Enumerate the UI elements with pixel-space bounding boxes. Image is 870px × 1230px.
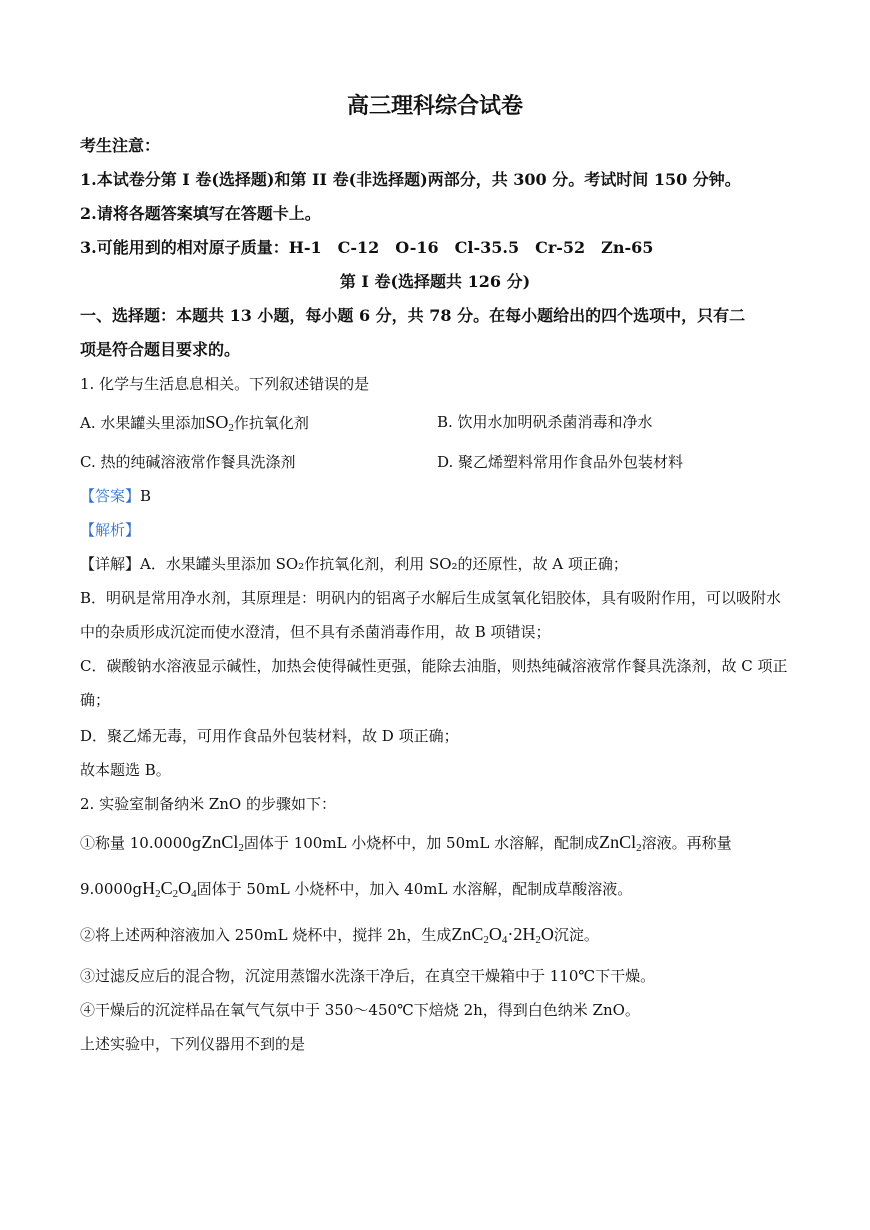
q1-option-a — [80, 412, 309, 438]
zncl2-formula — [201, 832, 244, 852]
znc2o4-2h2o-formula: $ZnC_2O_4\cdot 2H_2O$ — [451, 924, 554, 946]
q1-detail-5: 确； — [80, 691, 111, 709]
formula-sub: 2 — [238, 842, 244, 854]
q1-option-d: D. 聚乙烯塑料常用作食品外包装材料 — [437, 453, 684, 471]
q1-option-c: C. 热的纯碱溶液常作餐具洗涤剂 — [80, 453, 296, 471]
so2-formula — [205, 412, 234, 432]
notice-item-1: 1.本试卷分第 I 卷(选择题)和第 II 卷(非选择题)两部分，共 300 分。考试时间 150 分钟。 — [80, 170, 741, 189]
q2-step2 — [80, 924, 599, 950]
step1-text: ①称量 10.0000g — [80, 834, 202, 852]
q2-stem: 2. 实验室制备纳米 ZnO 的步骤如下： — [80, 795, 336, 813]
step1-text-mid: 固体于 100mL 小烧杯中，加 50mL 水溶解，配制成 — [243, 834, 600, 852]
q1-option-b: B. 饮用水加明矾杀菌消毒和净水 — [437, 413, 653, 431]
formula-main: SO — [205, 412, 229, 432]
step1-text-tail: 溶液。再称量 — [641, 834, 732, 852]
zncl2-formula — [599, 832, 642, 852]
formula-main: ZnCl — [599, 832, 637, 852]
q1-stem: 1. 化学与生活息息相关。下列叙述错误的是 — [80, 375, 370, 393]
step1-text-tail: 固体于 50mL 小烧杯中，加入 40mL 水溶解，配制成草酸溶液。 — [196, 880, 633, 898]
q1-answer — [80, 486, 151, 506]
step2-text: ②将上述两种溶液加入 250mL 烧杯中，搅拌 2h，生成 — [80, 926, 452, 944]
analysis-label: 【解析】 — [80, 521, 141, 539]
h2c2o4-formula: $H_2C_2O_4$ — [142, 878, 197, 900]
q1-detail-1: 【详解】A．水果罐头里添加 SO₂作抗氧化剂，利用 SO₂的还原性，故 A 项正确； — [80, 555, 628, 573]
q1-option-a-text: A. 水果罐头里添加 — [80, 414, 206, 432]
notice-heading: 考生注意： — [80, 136, 161, 155]
formula-sub: 2 — [228, 422, 234, 434]
formula-main: ZnCl — [201, 832, 239, 852]
section1-instructions-line2: 项是符合题目要求的。 — [80, 340, 241, 359]
answer-value: B — [140, 487, 152, 505]
q2-step1-line1 — [80, 832, 732, 858]
step2-text-tail: 沉淀。 — [553, 926, 599, 944]
q1-detail-2: B．明矾是常用净水剂，其原理是：明矾内的铝离子水解后生成氢氧化铝胶体，具有吸附作用，可以吸附水 — [80, 589, 782, 607]
notice-item-2: 2.请将各题答案填写在答题卡上。 — [80, 204, 321, 223]
q2-step3: ③过滤反应后的混合物，沉淀用蒸馏水洗涤干净后，在真空干燥箱中于 110℃下干燥。 — [80, 967, 656, 985]
q2-final-question: 上述实验中，下列仪器用不到的是 — [80, 1035, 306, 1053]
q2-step1-line2 — [80, 878, 632, 904]
answer-label: 【答案】 — [80, 487, 141, 505]
page-title: 高三理科综合试卷 — [346, 93, 523, 119]
q2-step4: ④干燥后的沉淀样品在氧气气氛中于 350～450℃下焙烧 2h，得到白色纳米 ZnO。 — [80, 1001, 640, 1019]
q1-detail-3: 中的杂质形成沉淀而使水澄清，但不具有杀菌消毒作用，故 B 项错误； — [80, 623, 551, 641]
q1-detail-4: C．碳酸钠水溶液显示碱性，加热会使得碱性更强，能除去油脂，则热纯碱溶液常作餐具洗涤剂，故 C 项正 — [80, 657, 788, 675]
formula-sub: 2 — [636, 842, 642, 854]
q1-option-a-tail: 作抗氧化剂 — [233, 414, 309, 432]
part1-title: 第 I 卷(选择题共 126 分) — [339, 272, 531, 291]
notice-item-3: 3.可能用到的相对原子质量：H-1 C-12 O-16 Cl-35.5 Cr-52 Zn-65 — [80, 238, 654, 257]
q1-detail-6: D．聚乙烯无毒，可用作食品外包装材料，故 D 项正确； — [80, 727, 459, 745]
step1-mass: 9.0000g — [80, 880, 143, 898]
section1-instructions-line1: 一、选择题：本题共 13 小题，每小题 6 分，共 78 分。在每小题给出的四个选项中，只有二 — [80, 306, 746, 325]
q1-conclusion: 故本题选 B。 — [80, 761, 171, 779]
